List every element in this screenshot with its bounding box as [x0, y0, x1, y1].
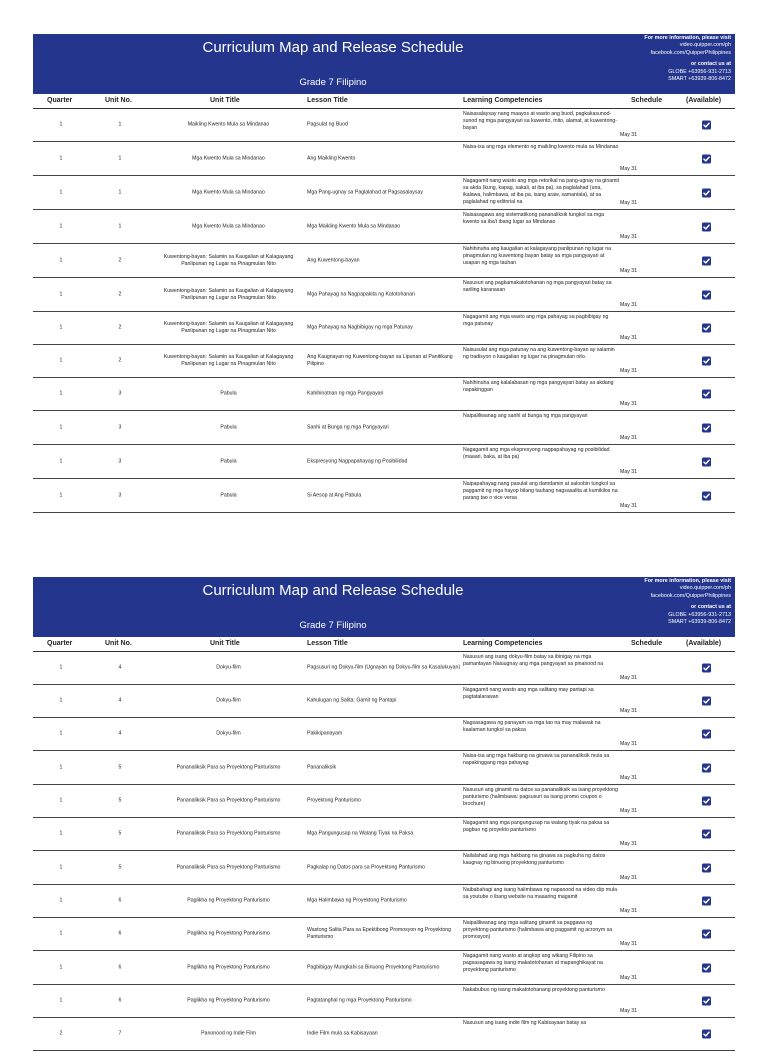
unit-title-cell: Pabula — [220, 390, 237, 397]
competency-cell: Nasusuri ang isang dokyu-film batay sa ibinigay na mga pamantayan Naiuugnay ang mga pangyayari sa pinanood na — [463, 654, 604, 668]
document-title: Curriculum Map and Release Schedule — [202, 582, 464, 599]
quarter-cell: 1 — [59, 930, 63, 937]
lesson-title-cell: Mga Pang-ugnay sa Paglalahad at Pagsasalaysay — [307, 188, 423, 195]
curriculum-table-1 — [33, 109, 735, 513]
unit-number-cell: 2 — [118, 324, 122, 331]
quarter-cell: 1 — [59, 457, 63, 464]
unit-number-cell: 1 — [118, 121, 122, 128]
schedule-cell: May 31 — [620, 165, 638, 172]
unit-title-cell: Pabula — [220, 457, 237, 464]
table-row — [33, 109, 735, 142]
header-available: (Available) — [686, 97, 722, 104]
competency-cell: Naipaliliwanag ang mga salitang ginamit sa paggawa ng proyektong panturismo (halimbawa ang paggamit ng acronym sa promosyon) — [463, 920, 613, 941]
competency-cell: Nagagamit nang wasto at angkop ang wikang Filipino sa pagsasagawa ng isang makatotohanan at mapanghikayat na proyektong panturismo — [463, 953, 603, 974]
available-checkbox[interactable] — [702, 290, 711, 299]
unit-title-cell: Kuwentong-bayan: Salamin sa Kaugalian at Kalagayang Panlipunan ng Lugar na Pinagmulan Nito — [163, 253, 294, 267]
unit-number-cell: 4 — [118, 664, 122, 671]
unit-title-cell: Mga Kwento Mula sa Mindanao — [192, 154, 265, 161]
competency-cell: Naisasalaysay nang maayos at wasto ang buod, pagkakasunod-sunod ng mga pangyayari sa kuwento, mito, alamat, at kuwentong-bayan — [463, 111, 617, 132]
schedule-cell: May 31 — [620, 907, 638, 914]
header-banner — [33, 34, 735, 94]
available-checkbox[interactable] — [702, 390, 711, 399]
header-unit-title: Unit Title — [210, 97, 240, 104]
header-learning-competencies: Learning Competencies — [463, 97, 543, 104]
contact-info — [615, 35, 731, 84]
schedule-cell: May 31 — [620, 974, 638, 981]
unit-title-cell: Paglikha ng Proyektong Panturismo — [187, 997, 270, 1004]
available-checkbox[interactable] — [702, 457, 711, 466]
schedule-cell: May 31 — [620, 233, 638, 240]
table-row — [33, 176, 735, 210]
unit-number-cell: 6 — [118, 997, 122, 1004]
quarter-cell: 1 — [59, 154, 63, 161]
schedule-cell: May 31 — [620, 774, 638, 781]
unit-title-cell: Kuwentong-bayan: Salamin sa Kaugalian at Kalagayang Panlipunan ng Lugar na Pinagmulan Nito — [163, 320, 294, 334]
lesson-title-cell: Pagkalap ng Datos para sa Proyektong Panturismo — [307, 863, 425, 870]
header-banner — [33, 577, 735, 637]
available-checkbox[interactable] — [702, 188, 711, 197]
available-checkbox[interactable] — [702, 222, 711, 231]
table-row — [33, 312, 735, 345]
unit-number-cell: 1 — [118, 188, 122, 195]
table-row — [33, 918, 735, 951]
table-row — [33, 278, 735, 312]
unit-number-cell: 6 — [118, 897, 122, 904]
lesson-title-cell: Pagtatanghal ng mga Proyektong Panturismo — [307, 997, 412, 1004]
unit-title-cell: Pananaliksik Para sa Proyektong Panturismo — [176, 797, 281, 804]
lesson-title-cell: Ang Maikling Kwento — [307, 154, 356, 161]
globe-number: GLOBE +63956-931-2713 — [668, 611, 731, 618]
curriculum-table-2 — [33, 652, 735, 1051]
available-checkbox[interactable] — [702, 664, 711, 673]
competency-cell: Nagagamit nang wasto ang mga salitang may pantapi sa pagtatalarawan — [463, 687, 594, 701]
header-available: (Available) — [686, 640, 722, 647]
facebook-link[interactable]: facebook.com/QuipperPhilippines — [650, 49, 731, 56]
unit-number-cell: 7 — [118, 1030, 122, 1037]
visit-label: For more information, please visit — [644, 578, 731, 584]
quarter-cell: 1 — [59, 830, 63, 837]
lesson-title-cell: Pagbibigay Mungkahi sa Binuong Proyektong Panturismo — [307, 963, 440, 970]
unit-number-cell: 2 — [118, 256, 122, 263]
unit-number-cell: 6 — [118, 963, 122, 970]
header-quarter: Quarter — [47, 97, 73, 104]
header-schedule: Schedule — [631, 97, 663, 104]
schedule-cell: May 31 — [620, 334, 638, 341]
lesson-title-cell: Proyektong Panturismo — [307, 797, 361, 804]
header-unit-no: Unit No. — [105, 640, 132, 647]
table-row — [33, 785, 735, 818]
unit-number-cell: 3 — [118, 423, 122, 430]
lesson-title-cell: Si Aesop at Ang Pabula — [307, 491, 362, 498]
unit-number-cell: 2 — [118, 357, 122, 364]
competency-cell: Naisa-isa ang mga hakbang na ginawa sa pananaliksik mula sa napakinggang mga pahayag — [463, 753, 610, 767]
unit-title-cell: Paglikha ng Proyektong Panturismo — [187, 897, 270, 904]
available-checkbox[interactable] — [702, 830, 711, 839]
unit-title-cell: Pananaliksik Para sa Proyektong Panturismo — [176, 863, 281, 870]
table-row — [33, 411, 735, 445]
schedule-cell: May 31 — [620, 199, 638, 206]
smart-number: SMART +63939-806-8472 — [668, 619, 731, 626]
table-row — [33, 244, 735, 278]
competency-cell: Naipaliliwanag ang sanhi at bunga ng mga pangyayari — [463, 413, 588, 419]
quarter-cell: 1 — [59, 763, 63, 770]
table-row — [33, 652, 735, 685]
schedule-page-2 — [33, 577, 735, 1051]
quarter-cell: 1 — [59, 697, 63, 704]
quarter-cell: 2 — [59, 1030, 63, 1037]
lesson-title-cell: Mga Pangungusap na Walang Tiyak na Paksa — [307, 830, 414, 837]
competency-cell: Nagagamit nang wasto ang mga retorikal na pang-ugnay na ginamit sa akda (kung, kapag, sakali, at iba pa), sa paglalahad (una, ikalawa, halimbawa, at iba pa, isang araw, samantala), at sa paglalahad ng editorial na — [463, 178, 620, 206]
competency-cell: Nahihinuha ang kaugalian at kalagayang panlipunan ng lugar na pinagmulan ng kuwentong bayan batay sa mga pangyayari at usapan ng mga tauhan — [463, 246, 611, 267]
quarter-cell: 1 — [59, 390, 63, 397]
unit-title-cell: Kuwentong-bayan: Salamin sa Kaugalian at Kalagayang Panlipunan ng Lugar na Pinagmulan Nito — [163, 353, 294, 367]
quarter-cell: 1 — [59, 897, 63, 904]
contact-info — [615, 578, 731, 627]
competency-cell: Nagagamit ang mga wasto ang mga pahayag sa pagbibigay ng mga patunay — [463, 314, 609, 328]
lesson-title-cell: Mga Pahayag na Nagpapakita ng Katotohanan — [307, 290, 415, 297]
table-row — [33, 210, 735, 244]
unit-title-cell: Dokyu-film — [216, 664, 241, 671]
website-link[interactable]: video.quipper.com/ph — [679, 585, 731, 592]
table-row — [33, 345, 735, 378]
schedule-cell: May 31 — [620, 301, 638, 308]
lesson-title-cell: Mga Maikling Kwento Mula sa Mindanao — [307, 222, 401, 229]
competency-cell: Nasusuri ang pagkamakatotohanan ng mga pangyayari batay sa sariling karanasan — [463, 280, 612, 294]
lesson-title-cell: Pakikipanayam — [307, 730, 343, 737]
unit-number-cell: 4 — [118, 730, 122, 737]
unit-title-cell: Paglikha ng Proyektong Panturismo — [187, 963, 270, 970]
schedule-page-1 — [33, 34, 735, 513]
contact-label: or contact us at — [690, 61, 731, 68]
schedule-cell: May 31 — [620, 874, 638, 881]
header-lesson-title: Lesson Title — [307, 97, 348, 104]
schedule-cell: May 31 — [620, 267, 638, 274]
available-checkbox[interactable] — [702, 256, 711, 265]
schedule-cell: May 31 — [620, 468, 638, 475]
table-row — [33, 985, 735, 1018]
schedule-cell: May 31 — [620, 940, 638, 947]
lesson-title-cell: Pagsusuri ng Dokyu-film (Ugnayan ng Dokyu-film sa Kasalukuyan) — [307, 664, 461, 671]
schedule-cell: May 31 — [620, 434, 638, 441]
unit-title-cell: Dokyu-film — [216, 730, 241, 737]
header-lesson-title: Lesson Title — [307, 640, 348, 647]
quarter-cell: 1 — [59, 121, 63, 128]
available-checkbox[interactable] — [702, 797, 711, 806]
lesson-title-cell: Ang Kuwentong-bayan — [307, 256, 360, 263]
competency-cell: Naisusulat ang mga patunay na ang kuwentong-bayan ay salamin ng tradisyon o kaugalian ng lugar na pinagmulan nito. — [463, 347, 615, 361]
table-row — [33, 885, 735, 918]
quarter-cell: 1 — [59, 863, 63, 870]
grade-subtitle: Grade 7 Filipino — [299, 77, 367, 88]
table-row — [33, 1018, 735, 1051]
table-row — [33, 378, 735, 411]
lesson-title-cell: Ang Kaugnayan ng Kuwentong-bayan sa Lipunan at Panitikang Pilipino — [307, 353, 453, 367]
unit-title-cell: Kuwentong-bayan: Salamin sa Kaugalian at Kalagayang Panlipunan ng Lugar na Pinagmulan Nito — [163, 287, 294, 301]
competency-cell: Naipapahayag nang pasulat ang damdamin at saloobin tungkol sa paggamit ng mga hayop bilang tauhang nagsasalita at kumikilos na parang tao o vice versa — [463, 481, 618, 502]
table-row — [33, 851, 735, 885]
quarter-cell: 1 — [59, 357, 63, 364]
available-checkbox[interactable] — [702, 930, 711, 939]
unit-number-cell: 5 — [118, 763, 122, 770]
schedule-cell: May 31 — [620, 131, 638, 138]
schedule-cell: May 31 — [620, 1007, 638, 1014]
table-header — [33, 637, 735, 652]
available-checkbox[interactable] — [702, 324, 711, 333]
competency-cell: Nailalahad ang mga hakbang na ginawa sa pagkuha ng datos kaugnay ng binuong proyektong panturismo — [463, 853, 606, 867]
unit-number-cell: 1 — [118, 222, 122, 229]
quarter-cell: 1 — [59, 222, 63, 229]
header-schedule: Schedule — [631, 640, 663, 647]
competency-cell: Nagagamit ang mga pangungusap na walang tiyak na paksa sa pagbuo ng proyekto panturismo — [463, 820, 610, 834]
quarter-cell: 1 — [59, 423, 63, 430]
unit-title-cell: Mga Kwento Mula sa Mindanao — [192, 222, 265, 229]
unit-number-cell: 1 — [118, 154, 122, 161]
unit-title-cell: Pananaliksik Para sa Proyektong Panturismo — [176, 830, 281, 837]
competency-cell: Nasusuri ang isang indie film ng Kabisayaan batay sa — [463, 1020, 587, 1026]
table-row — [33, 751, 735, 785]
table-row — [33, 142, 735, 176]
table-header — [33, 94, 735, 109]
table-row — [33, 818, 735, 851]
header-learning-competencies: Learning Competencies — [463, 640, 543, 647]
lesson-title-cell: Mga Halimbawa ng Proyektong Panturismo — [307, 897, 407, 904]
contact-label: or contact us at — [690, 604, 731, 611]
unit-title-cell: Mga Kwento Mula sa Mindanao — [192, 188, 265, 195]
available-checkbox[interactable] — [702, 154, 711, 163]
unit-title-cell: Pabula — [220, 423, 237, 430]
schedule-cell: May 31 — [620, 807, 638, 814]
available-checkbox[interactable] — [702, 697, 711, 706]
available-checkbox[interactable] — [702, 997, 711, 1006]
lesson-title-cell: Kahulugan ng Salita: Gamit ng Pantapi — [307, 697, 397, 704]
unit-number-cell: 5 — [118, 797, 122, 804]
competency-cell: Nakabubuo ng isang makatotohanang proyektong panturismo — [463, 987, 605, 993]
competency-cell: Nahihinuha ang kalalabasan ng mga pangyayari batay sa akdang napakinggan — [463, 380, 614, 394]
unit-number-cell: 3 — [118, 390, 122, 397]
quarter-cell: 1 — [59, 797, 63, 804]
available-checkbox[interactable] — [702, 963, 711, 972]
lesson-title-cell: Pananaliksik — [307, 763, 337, 770]
quarter-cell: 1 — [59, 188, 63, 195]
available-checkbox[interactable] — [702, 763, 711, 772]
available-checkbox[interactable] — [702, 730, 711, 739]
header-quarter: Quarter — [47, 640, 73, 647]
schedule-cell: May 31 — [620, 840, 638, 847]
unit-number-cell: 4 — [118, 697, 122, 704]
table-row — [33, 685, 735, 718]
available-checkbox[interactable] — [702, 863, 711, 872]
unit-title-cell: Pananaliksik Para sa Proyektong Panturismo — [176, 763, 281, 770]
lesson-title-cell: Kahihinatnan ng mga Pangyayari — [307, 390, 384, 397]
quarter-cell: 1 — [59, 963, 63, 970]
competency-cell: Nasusuri ang ginamit na datos sa pananaliksik sa isang proyektong panturismo (halimbawa: pagsusuri sa isang promo coupon o brochure) — [463, 787, 618, 808]
schedule-cell: May 31 — [620, 674, 638, 681]
unit-title-cell: Maikling Kwento Mula sa Mindanao — [187, 121, 270, 128]
quarter-cell: 1 — [59, 256, 63, 263]
unit-title-cell: Paglikha ng Proyektong Panturismo — [187, 930, 270, 937]
competency-cell: Naisasagawa ang sistematikong pananaliksik tungkol sa mga kwento sa iba't ibang lugar sa Mindanao — [463, 212, 605, 226]
quarter-cell: 1 — [59, 730, 63, 737]
visit-label: For more information, please visit — [644, 35, 731, 41]
header-unit-no: Unit No. — [105, 97, 132, 104]
unit-number-cell: 5 — [118, 863, 122, 870]
lesson-title-cell: Ekspresyong Nagpapahayag ng Posibilidad — [307, 457, 408, 464]
available-checkbox[interactable] — [702, 121, 711, 130]
unit-number-cell: 5 — [118, 830, 122, 837]
globe-number: GLOBE +63956-931-2713 — [668, 68, 731, 75]
competency-cell: Naisa-isa ang mga elemento ng maikling kwento mula sa Mindanao — [463, 144, 619, 150]
schedule-cell: May 31 — [620, 367, 638, 374]
competency-cell: Naibabahagi ang isang halimbawa ng napanood na video clip mula sa youtube o ibang website na maaaring magamit — [463, 887, 618, 901]
available-checkbox[interactable] — [702, 897, 711, 906]
quarter-cell: 1 — [59, 491, 63, 498]
lesson-title-cell: Mga Pahayag na Nagbibigay ng mga Patunay — [307, 324, 413, 331]
unit-title-cell: Pabula — [220, 491, 237, 498]
table-row — [33, 479, 735, 513]
table-row — [33, 445, 735, 479]
unit-title-cell: Dokyu-film — [216, 697, 241, 704]
schedule-cell: May 31 — [620, 740, 638, 747]
unit-number-cell: 3 — [118, 457, 122, 464]
schedule-cell: May 31 — [620, 707, 638, 714]
available-checkbox[interactable] — [702, 1030, 711, 1039]
unit-number-cell: 3 — [118, 491, 122, 498]
competency-cell: Nagsasagawa ng panayam sa mga tao na may malawak na kaalaman tungkol sa paksa — [463, 720, 601, 734]
unit-number-cell: 2 — [118, 290, 122, 297]
table-row — [33, 951, 735, 985]
website-link[interactable]: video.quipper.com/ph — [679, 42, 731, 49]
smart-number: SMART +63939-806-8472 — [668, 76, 731, 83]
competency-cell: Nagagamit ang mga ekspresyong nagpapahayag ng posibilidad (maaari, baka, at iba pa) — [463, 447, 610, 461]
facebook-link[interactable]: facebook.com/QuipperPhilippines — [650, 592, 731, 599]
schedule-cell: May 31 — [620, 502, 638, 509]
quarter-cell: 1 — [59, 997, 63, 1004]
lesson-title-cell: Sanhi at Bunga ng mga Pangyayari — [307, 423, 389, 430]
table-row — [33, 718, 735, 751]
available-checkbox[interactable] — [702, 357, 711, 366]
available-checkbox[interactable] — [702, 423, 711, 432]
quarter-cell: 1 — [59, 324, 63, 331]
unit-number-cell: 6 — [118, 930, 122, 937]
quarter-cell: 1 — [59, 290, 63, 297]
header-unit-title: Unit Title — [210, 640, 240, 647]
lesson-title-cell: Indie Film mula sa Kabisayaan — [307, 1030, 378, 1037]
unit-title-cell: Panonood ng Indie Film — [201, 1030, 256, 1037]
available-checkbox[interactable] — [702, 491, 711, 500]
document-title: Curriculum Map and Release Schedule — [202, 39, 464, 56]
lesson-title-cell: Wastong Salita Para sa Epektibong Promosyon ng Proyektong Panturismo — [307, 926, 451, 940]
lesson-title-cell: Pagsulat ng Buod — [307, 121, 348, 128]
quarter-cell: 1 — [59, 664, 63, 671]
schedule-cell: May 31 — [620, 400, 638, 407]
grade-subtitle: Grade 7 Filipino — [299, 620, 367, 631]
